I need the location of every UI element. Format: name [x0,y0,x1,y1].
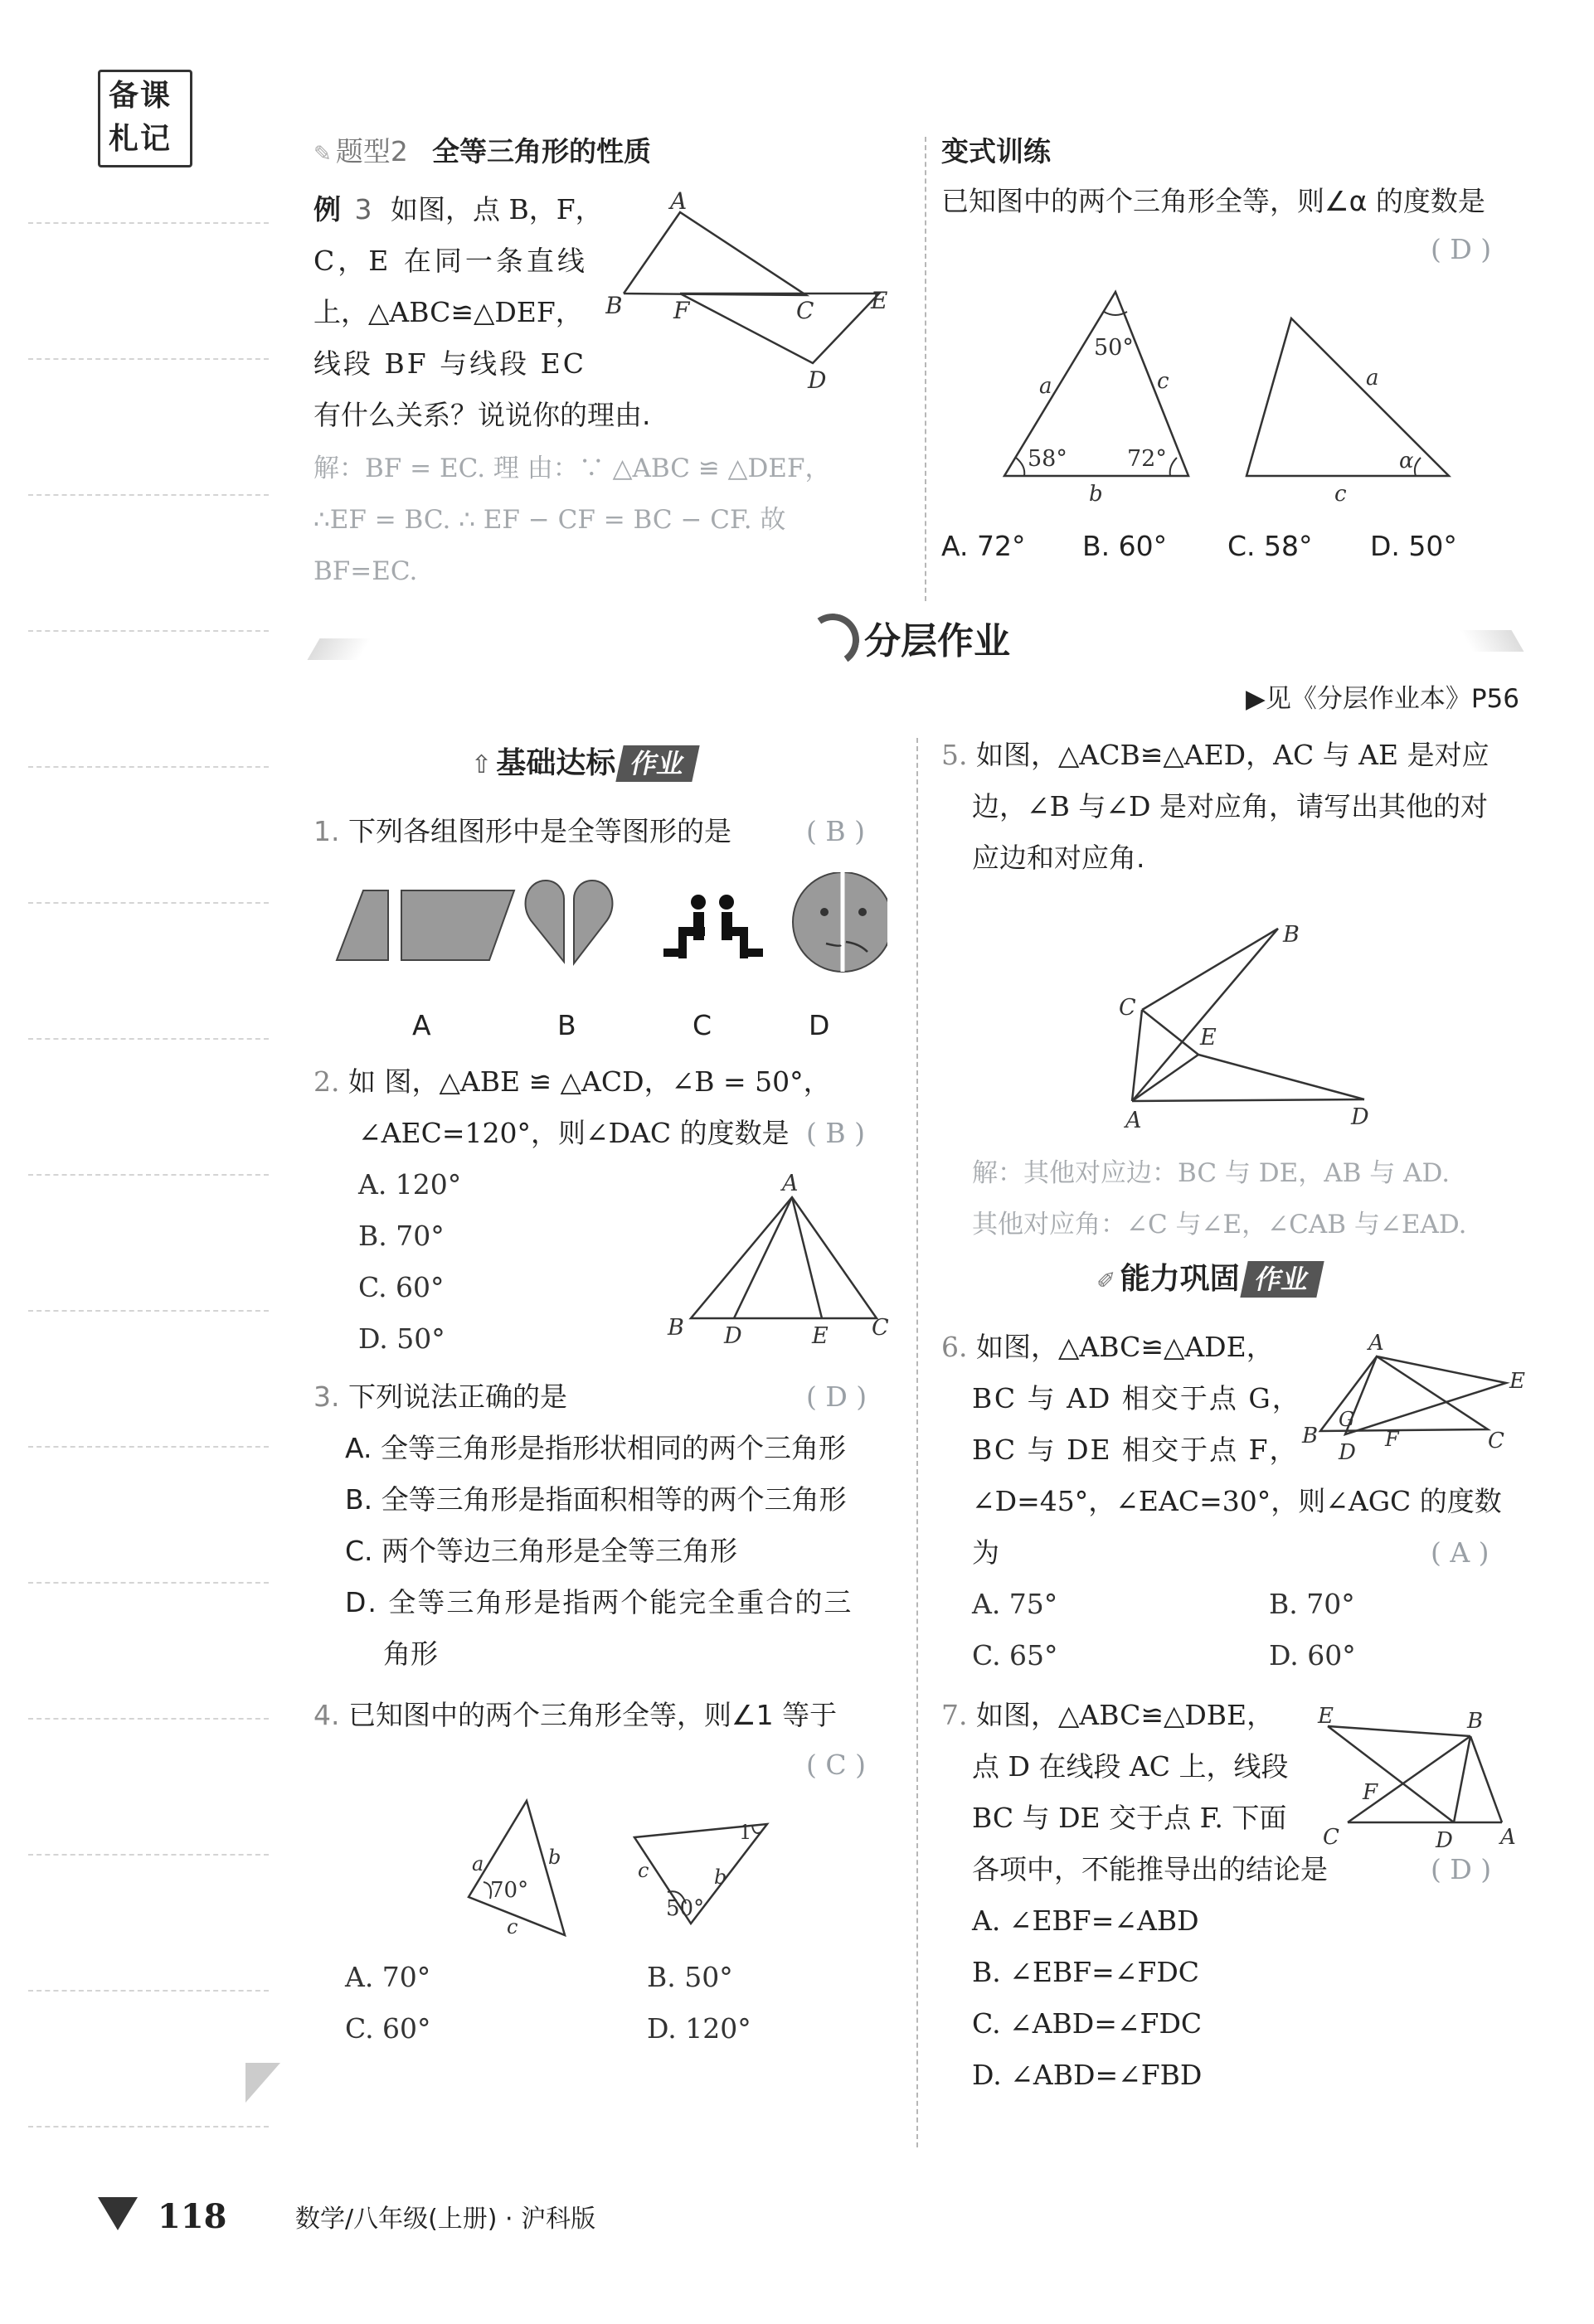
margin-line [28,1854,269,1856]
side-c2: c [1334,482,1347,506]
q1-question: 下列各组图形中是全等图形的是 [348,815,731,847]
q6-line-2: BC 与 AD 相交于点 G， [972,1382,1301,1414]
footer-book-title: 数学/八年级(上册) · 沪科版 [295,2205,596,2234]
q2-option-b: B. 70° [358,1220,445,1252]
variant-answer: ( D ) [1431,233,1492,265]
q2-line-2: ∠AEC=120°，则∠DAC 的度数是 [358,1117,790,1149]
label-E: E [871,287,888,314]
label-B: B [1467,1709,1484,1734]
variant-option-c: C. 58° [1227,530,1313,562]
q4-option-d: D. 120° [647,2012,751,2045]
q6-line-1 [941,1327,1274,1368]
q4-side-b: b [548,1846,561,1869]
homework-title: 分层作业 [864,620,1010,662]
ability-title: 能力巩固 [1120,1262,1240,1296]
q7-line-3: BC 与 DE 交于点 F. 下面 [972,1802,1287,1834]
q4-answer: ( C ) [806,1749,866,1781]
section-label: 题型2 [335,135,408,167]
label-C: C [1119,995,1136,1021]
q1-answer: ( B ) [806,815,865,847]
q5-solution-2: 其他对应角：∠C 与∠E，∠CAB 与∠EAD. [972,1210,1467,1240]
footer-page-number: 118 [158,2197,227,2236]
label-A: A [1368,1331,1384,1356]
q4-side-a: a [472,1852,484,1875]
example-line-4: 线段 BF 与线段 EC [313,347,586,380]
margin-line [28,902,269,904]
q6-option-b: B. 70° [1269,1588,1355,1620]
label-B: B [1283,922,1300,948]
q1-label-a: A [412,1009,431,1041]
label-F: F [1385,1428,1399,1451]
q4-option-c: C. 60° [345,2012,431,2045]
angle-alpha: α [1399,449,1414,473]
q2-figure [659,1169,892,1351]
margin-line [28,2126,269,2128]
label-A: A [670,189,688,215]
q5-text-1: 如图，△ACB≌△AED，AC 与 AE 是对应 [976,739,1490,771]
variant-option-b: B. 60° [1082,530,1168,562]
label-D: D [1436,1828,1453,1853]
q2-line-1 [313,1061,831,1103]
label-D: D [1351,1104,1369,1130]
q7-line-2: 点 D 在线段 AC 上，线段 [972,1750,1289,1783]
q3-question: 下列说法正确的是 [348,1380,567,1413]
side-b: b [1089,482,1103,506]
footer-logo-icon [98,2197,138,2230]
homework-reference: ▶见《分层作业本》P56 [1246,684,1519,714]
margin-note-box [98,70,192,167]
example-number: 3 [354,193,372,226]
q7-number: 7. [941,1699,968,1731]
banner-arc-icon [802,609,863,671]
variant-title: 变式训练 [941,135,1051,167]
q1-label-d: D [809,1009,830,1041]
label-G: G [1339,1408,1355,1431]
basic-title: 基础达标 [496,746,616,780]
label-C: C [796,297,814,324]
margin-line [28,1310,269,1312]
q3-option-c: C. 两个等边三角形是全等三角形 [345,1535,738,1567]
margin-line [28,1446,269,1448]
q5-figure [1107,912,1389,1144]
q1-figures [332,872,887,976]
q3-option-b: B. 全等三角形是指面积相等的两个三角形 [345,1483,847,1516]
example-line-3: 上，△ABC≌△DEF， [313,296,583,328]
angle-right: 72° [1127,446,1167,472]
q4-question: 已知图中的两个三角形全等，则∠1 等于 [348,1699,838,1731]
margin-line [28,1718,269,1720]
q6-line-4: ∠D=45°，∠EAC=30°，则∠AGC 的度数 [972,1485,1502,1517]
example-line-2: C，E 在同一条直线 [313,245,588,277]
section-header [313,131,651,172]
q7-option-b: B. ∠EBF=∠FDC [972,1956,1200,1988]
variant-question: 已知图中的两个三角形全等，则∠α 的度数是 [941,185,1485,217]
q4-angle-1: 1 [739,1821,752,1844]
label-B: B [1302,1424,1319,1448]
q7-figure [1315,1698,1530,1856]
column-divider-top [925,137,926,601]
leaf-icon: ✐ [1096,1267,1116,1294]
label-F: F [1363,1780,1378,1805]
q2-option-c: C. 60° [358,1271,445,1303]
column-divider-bottom [916,738,918,2147]
q4-option-b: B. 50° [647,1961,733,1993]
q3-option-d-cont: 角形 [383,1637,438,1670]
q4-side-c2: c [638,1859,649,1882]
banner-left-decoration [307,638,371,660]
margin-line [28,1174,269,1176]
q7-option-a: A. ∠EBF=∠ABD [972,1904,1199,1937]
margin-line [28,1990,269,1992]
q6-number: 6. [941,1331,968,1363]
margin-line [28,1038,269,1040]
q4-angle-70: 70° [490,1878,529,1903]
side-a2: a [1366,366,1379,391]
label-A: A [1500,1825,1516,1850]
section-title: 全等三角形的性质 [431,135,651,167]
q1-label-c: C [693,1009,712,1041]
q6-option-d: D. 60° [1269,1639,1356,1671]
margin-line [28,494,269,496]
q2-option-a: A. 120° [358,1168,462,1201]
q4-option-a: A. 70° [345,1961,431,1993]
q2-option-d: D. 50° [358,1322,445,1355]
corner-triangle-decoration [245,2063,280,2103]
example-solution-3: BF=EC. [313,556,418,586]
q3-answer: ( D ) [806,1380,867,1413]
variant-figure [991,282,1472,506]
q5-number: 5. [941,739,968,771]
q3-number: 3. [313,1380,340,1413]
ability-header [1096,1259,1320,1300]
margin-line [28,766,269,768]
label-A: A [782,1171,799,1196]
label-D: D [808,366,827,394]
example-solution-1: 解：BF = EC. 理 由：∵ △ABC ≌ △DEF， [313,454,831,483]
q4-angle-50: 50° [666,1896,705,1921]
q2-text-1: 如 图，△ABE ≌ △ACD，∠B = 50°， [348,1065,831,1098]
label-D: D [724,1323,742,1349]
label-C: C [1323,1825,1339,1850]
margin-line [28,630,269,632]
label-B: B [668,1315,684,1341]
q3-option-d: D. 全等三角形是指两个能完全重合的三 [345,1586,853,1618]
q6-text-1: 如图，△ABC≌△ADE， [976,1331,1274,1363]
q4-text [313,1695,837,1736]
q2-number: 2. [313,1065,340,1098]
q3-text [313,1376,567,1418]
q6-line-3: BC 与 DE 相交于点 F， [972,1434,1299,1466]
side-a: a [1039,374,1052,399]
label-B: B [605,292,623,319]
q5-line-3: 应边和对应角. [972,842,1145,874]
variant-option-d: D. 50° [1370,530,1457,562]
q7-answer: ( D ) [1431,1853,1492,1885]
q2-answer: ( B ) [806,1117,865,1149]
label-E: E [1200,1025,1217,1050]
q7-text-1: 如图，△ABC≌△DBE， [976,1699,1275,1731]
q4-side-c: c [507,1915,518,1938]
q1-label-b: B [557,1009,576,1041]
q7-line-1 [941,1695,1274,1736]
basic-tag: 作业 [616,745,700,782]
example-heading [313,189,603,230]
angle-top: 50° [1094,335,1134,361]
margin-line [28,358,269,360]
q3-option-a: A. 全等三角形是指形状相同的两个三角形 [345,1432,846,1464]
q6-line-5: 为 [972,1536,999,1569]
margin-line [28,222,269,224]
example-line-1: 如图，点 B，F， [391,193,603,226]
q5-line-1 [941,735,1490,776]
label-E: E [812,1323,829,1349]
q1-text [313,811,731,852]
label-C: C [1488,1429,1504,1453]
label-C: C [872,1315,889,1341]
q7-line-4: 各项中，不能推导出的结论是 [972,1853,1328,1885]
example-line-5: 有什么关系？说说你的理由. [313,399,651,431]
banner-right-decoration [1460,630,1524,652]
q6-answer: ( A ) [1431,1536,1490,1569]
margin-line [28,1582,269,1584]
example-solution-2: ∴EF = BC. ∴ EF − CF = BC − CF. 故 [313,505,786,535]
label-D: D [1339,1440,1356,1465]
label-A: A [1125,1108,1142,1133]
q5-line-2: 边，∠B 与∠D 是对应角，请写出其他的对 [972,790,1488,822]
q1-number: 1. [313,815,340,847]
example-figure [605,189,896,396]
q4-number: 4. [313,1699,340,1731]
pencil-icon: ✎ [313,142,332,167]
q5-solution-1: 解：其他对应边：BC 与 DE，AB 与 AD. [972,1158,1451,1188]
arrow-up-icon: ⇧ [471,750,493,779]
q4-figure [460,1791,775,1948]
q7-option-d: D. ∠ABD=∠FBD [972,2059,1203,2091]
label-E: E [1509,1369,1525,1394]
basic-header [471,743,696,784]
q6-option-c: C. 65° [972,1639,1058,1671]
ability-tag: 作业 [1240,1261,1324,1298]
q6-option-a: A. 75° [972,1588,1058,1620]
q6-figure [1300,1328,1533,1469]
variant-option-a: A. 72° [941,530,1026,562]
margin-note-line1: 备课 [109,79,173,113]
q4-side-b2: b [714,1866,727,1889]
label-F: F [673,297,690,324]
angle-left: 58° [1028,446,1067,472]
label-E: E [1318,1704,1334,1729]
q7-option-c: C. ∠ABD=∠FDC [972,2007,1203,2040]
margin-note-line2: 札记 [109,122,173,156]
side-c: c [1157,369,1169,394]
example-prefix: 例 [313,193,341,226]
